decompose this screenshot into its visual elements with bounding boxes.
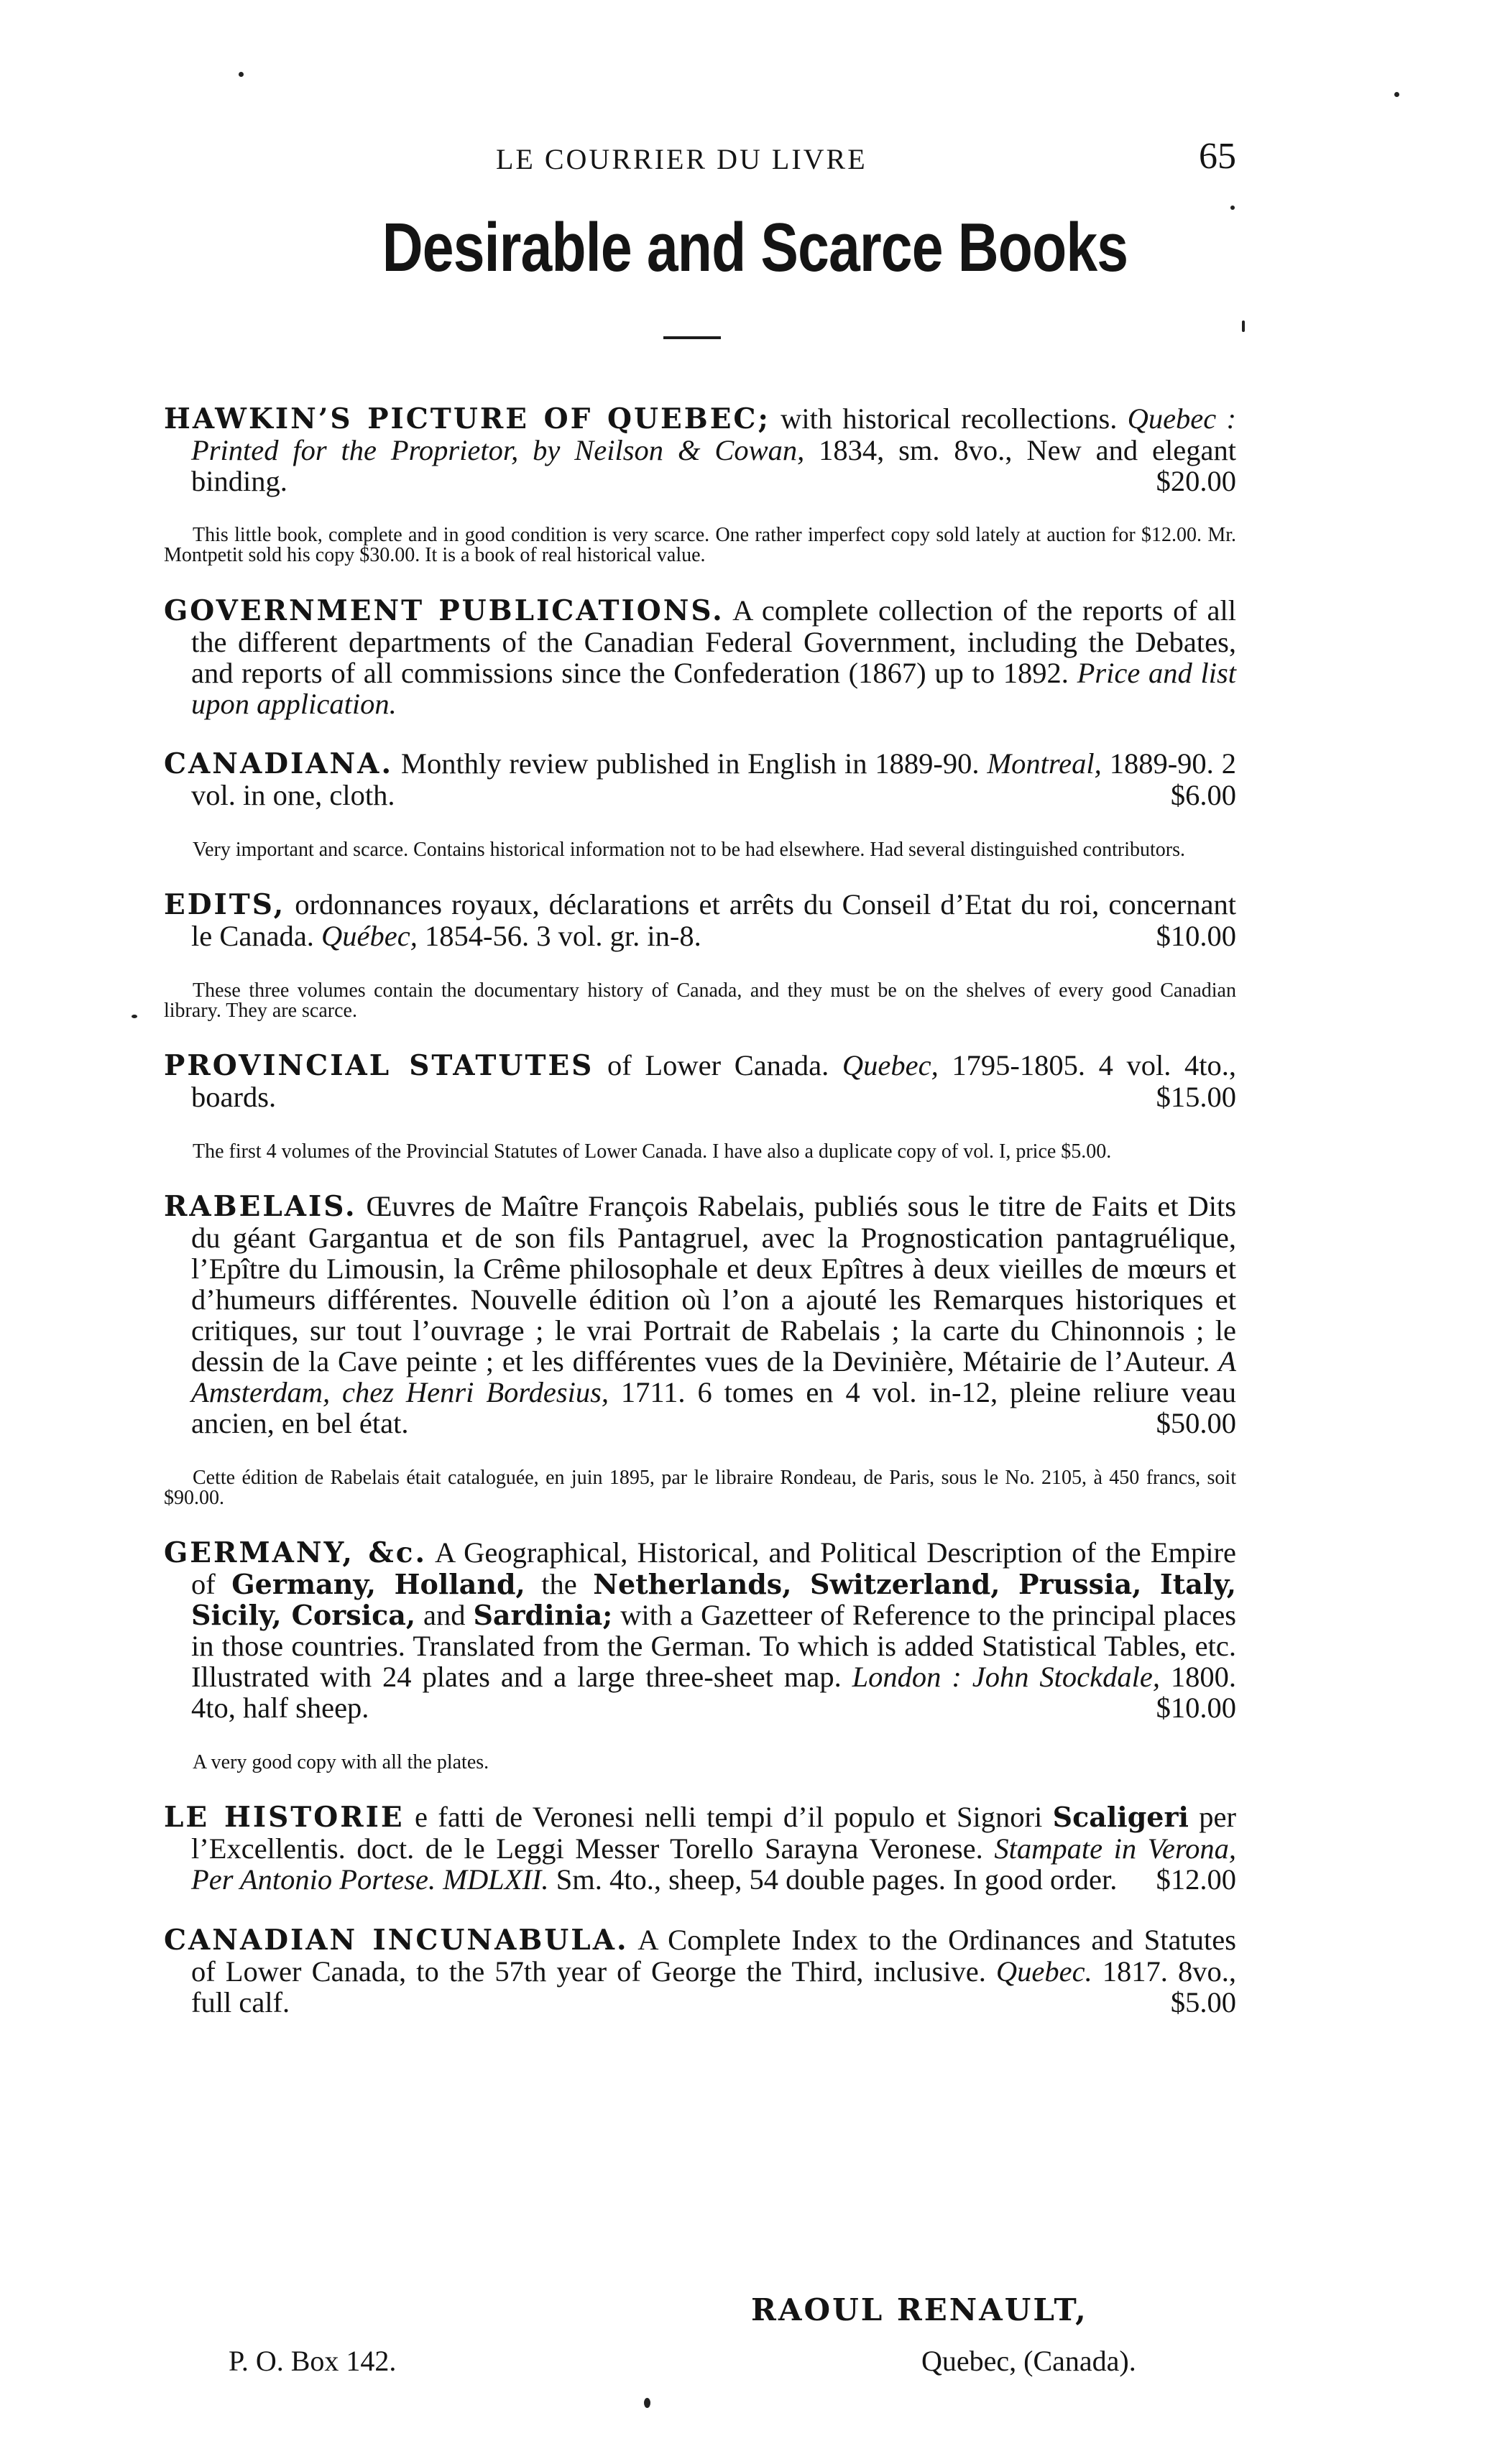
entry-heading: PROVINCIAL STATUTES bbox=[164, 1049, 594, 1082]
entry-heading: GERMANY, &c. bbox=[164, 1536, 428, 1569]
entry-imprint: A Amsterdam, chez Henri Bordesius, bbox=[191, 1345, 1236, 1408]
running-head bbox=[165, 136, 1236, 193]
entry-price: $10.00 bbox=[1156, 920, 1236, 952]
book-list bbox=[164, 374, 1236, 2047]
entry-price: $20.00 bbox=[1156, 464, 1236, 497]
scan-speck bbox=[239, 72, 244, 77]
entry-heading: HAWKIN’S PICTURE OF QUEBEC; bbox=[164, 402, 770, 435]
entry-description bbox=[164, 1191, 1236, 1439]
entry-price: $50.00 bbox=[1156, 1407, 1236, 1439]
scan-speck bbox=[132, 1015, 137, 1018]
entry-heading: RABELAIS. bbox=[164, 1190, 357, 1223]
entry-price: $12.00 bbox=[1156, 1863, 1236, 1896]
entry-imprint: Price and list upon application. bbox=[191, 656, 1236, 720]
seller-name: RAOUL RENAULT, bbox=[751, 2292, 1088, 2327]
entry-note: Very important and scarce. Contains historical information not to be had elsewhere. Had several distinguished contributors. bbox=[193, 838, 1185, 861]
entry-note: This little book, complete and in good condition is very scarce. One rather imperfect copy sold lately at auction for $12.00. Mr. Montpetit sold his copy $30.00. It is a book of real historical value. bbox=[164, 524, 1236, 566]
scan-speck bbox=[644, 2398, 650, 2408]
entry-description bbox=[164, 748, 1236, 811]
entry-text: e fatti de Veronesi nelli tempi d’il populo et Signori bbox=[404, 1801, 1053, 1833]
journal-title: LE COURRIER DU LIVRE bbox=[496, 143, 867, 175]
entry-keyword: Netherlands, Switzerland, Prussia, Italy, Sicily, Corsica, bbox=[191, 1568, 1236, 1631]
entry-heading: LE HISTORIE bbox=[164, 1801, 405, 1834]
entry-keyword: Sardinia; bbox=[473, 1599, 613, 1631]
entry-price: $10.00 bbox=[1156, 1692, 1236, 1724]
entry-text: 1800. 4to, half sheep. bbox=[191, 1661, 1237, 1724]
entry-text: ordonnances royaux, déclarations et arrêts du Conseil d’Etat du roi, concernant le Canada. bbox=[191, 888, 1236, 952]
book-entry-germany bbox=[164, 1537, 1236, 1773]
entry-description bbox=[164, 403, 1236, 497]
entry-description bbox=[164, 1050, 1236, 1112]
scan-speck bbox=[1230, 206, 1235, 210]
book-entry-canadian-incunabula bbox=[164, 1924, 1236, 2018]
entry-description bbox=[164, 889, 1236, 951]
seller-city: Quebec, (Canada). bbox=[921, 2345, 1136, 2377]
entry-note: Cette édition de Rabelais était cataloguée, en juin 1895, par le libraire Rondeau, de Paris, sous le No. 2105, à 450 francs, soit $90.00. bbox=[164, 1466, 1236, 1509]
entry-text: the bbox=[525, 1568, 594, 1600]
entry-imprint: Quebec, bbox=[842, 1049, 939, 1081]
po-box: P. O. Box 142. bbox=[229, 2345, 397, 2377]
entry-note: A very good copy with all the plates. bbox=[193, 1750, 489, 1773]
entry-imprint: Montreal, bbox=[987, 747, 1102, 780]
page-title: Desirable and Scarce Books bbox=[382, 209, 1128, 286]
entry-text: 1795-1805. 4 vol. 4to., boards. bbox=[191, 1049, 1236, 1113]
entry-imprint: Québec, bbox=[321, 920, 418, 952]
entry-heading: GOVERNMENT PUBLICATIONS. bbox=[164, 594, 724, 627]
entry-text: and bbox=[415, 1599, 474, 1631]
entry-text: with historical recollections. bbox=[770, 402, 1128, 435]
entry-price: $6.00 bbox=[1170, 779, 1236, 811]
entry-text: Sm. 4to., sheep, 54 double pages. In good order. bbox=[548, 1863, 1118, 1896]
entry-text: A Geographical, Historical, and Political Description of the Empire of bbox=[191, 1536, 1236, 1600]
entry-note: These three volumes contain the documentary history of Canada, and they must be on the shelves of every good Canadian library. They are scarce. bbox=[164, 979, 1236, 1022]
entry-text: with a Gazetteer of Reference to the principal places in those countries. Translated from the German. To which is added Statistical Tables, etc. Illustrated with 24 plates and a large three-sheet map. bbox=[191, 1599, 1236, 1693]
entry-text: Monthly review published in English in 1889-90. bbox=[393, 747, 988, 780]
entry-text: Œuvres de Maître François Rabelais, publiés sous le titre de Faits et Dits du géant Gargantua et de son fils Pantagruel, avec la Prognostication pantagruélique, l’Epître du Limousin, la Crême philosophale et deux Epîtres à deux vieilles de mœurs et d’humeurs différentes. Nouvelle édition où l’on a ajouté les Remarques historiques et critiques, sur tout l’ouvrage ; le vrai Portrait de Rabelais ; la carte du Chinonnois ; le dessin de la Cave peinte ; et les différentes vues de la Devinière, Métairie de l’Auteur. bbox=[191, 1190, 1236, 1378]
entry-description bbox=[164, 1537, 1236, 1723]
book-entry-canadiana bbox=[164, 748, 1236, 860]
entry-text: A Complete Index to the Ordinances and Statutes of Lower Canada, to the 57th year of George the Third, inclusive. bbox=[191, 1923, 1236, 1988]
entry-imprint: Quebec. bbox=[995, 1955, 1092, 1988]
entry-text: A complete collection of the reports of all the different departments of the Canadian Federal Government, including the Debates, and reports of all commissions since the Confederation (1867) up to 1892. bbox=[191, 594, 1236, 689]
entry-note: The first 4 volumes of the Provincial Statutes of Lower Canada. I have also a duplicate copy of vol. I, price $5.00. bbox=[193, 1140, 1112, 1163]
entry-keyword: Scaligeri bbox=[1052, 1801, 1189, 1833]
entry-heading: CANADIANA. bbox=[164, 747, 394, 780]
entry-heading: CANADIAN INCUNABULA. bbox=[164, 1923, 629, 1957]
scan-speck bbox=[1242, 320, 1245, 332]
entry-description bbox=[164, 1801, 1236, 1895]
book-entry-provincial-statutes bbox=[164, 1050, 1236, 1162]
entry-text: 1817. 8vo., full calf. bbox=[191, 1955, 1237, 2018]
entry-text: 1834, sm. 8vo., New and elegant binding. bbox=[191, 433, 1236, 497]
entry-keyword: Germany, Holland, bbox=[231, 1568, 525, 1600]
book-entry-edits bbox=[164, 889, 1236, 1021]
scan-speck bbox=[1394, 92, 1399, 97]
entry-imprint: London : John Stockdale, bbox=[852, 1661, 1160, 1693]
entry-text: 1854-56. 3 vol. gr. in-8. bbox=[417, 920, 701, 952]
entry-imprint: Stampate in Verona, Per Antonio Portese. MDLXII. bbox=[191, 1832, 1236, 1896]
entry-text: of Lower Canada. bbox=[594, 1049, 842, 1081]
entry-description bbox=[164, 1924, 1236, 2018]
book-entry-hawkins bbox=[164, 403, 1236, 566]
entry-imprint: Quebec : Printed for the Proprietor, by Neilson & Cowan, bbox=[191, 402, 1236, 466]
book-entry-rabelais bbox=[164, 1191, 1236, 1508]
page-number: 65 bbox=[1199, 136, 1236, 177]
book-entry-le-historie bbox=[164, 1801, 1236, 1895]
entry-price: $15.00 bbox=[1156, 1081, 1236, 1113]
book-entry-government bbox=[164, 595, 1236, 719]
entry-text: 1711. 6 tomes en 4 vol. in-12, pleine reliure veau ancien, en bel état. bbox=[191, 1376, 1236, 1439]
entry-heading: EDITS, bbox=[164, 888, 286, 921]
title-rule bbox=[663, 336, 721, 339]
entry-text: 1889-90. 2 vol. in one, cloth. bbox=[191, 747, 1236, 811]
entry-text: per l’Excellentis. doct. de le Leggi Messer Torello Sarayna Veronese. bbox=[191, 1801, 1236, 1865]
entry-price: $5.00 bbox=[1170, 1985, 1236, 2018]
entry-description bbox=[164, 595, 1236, 719]
